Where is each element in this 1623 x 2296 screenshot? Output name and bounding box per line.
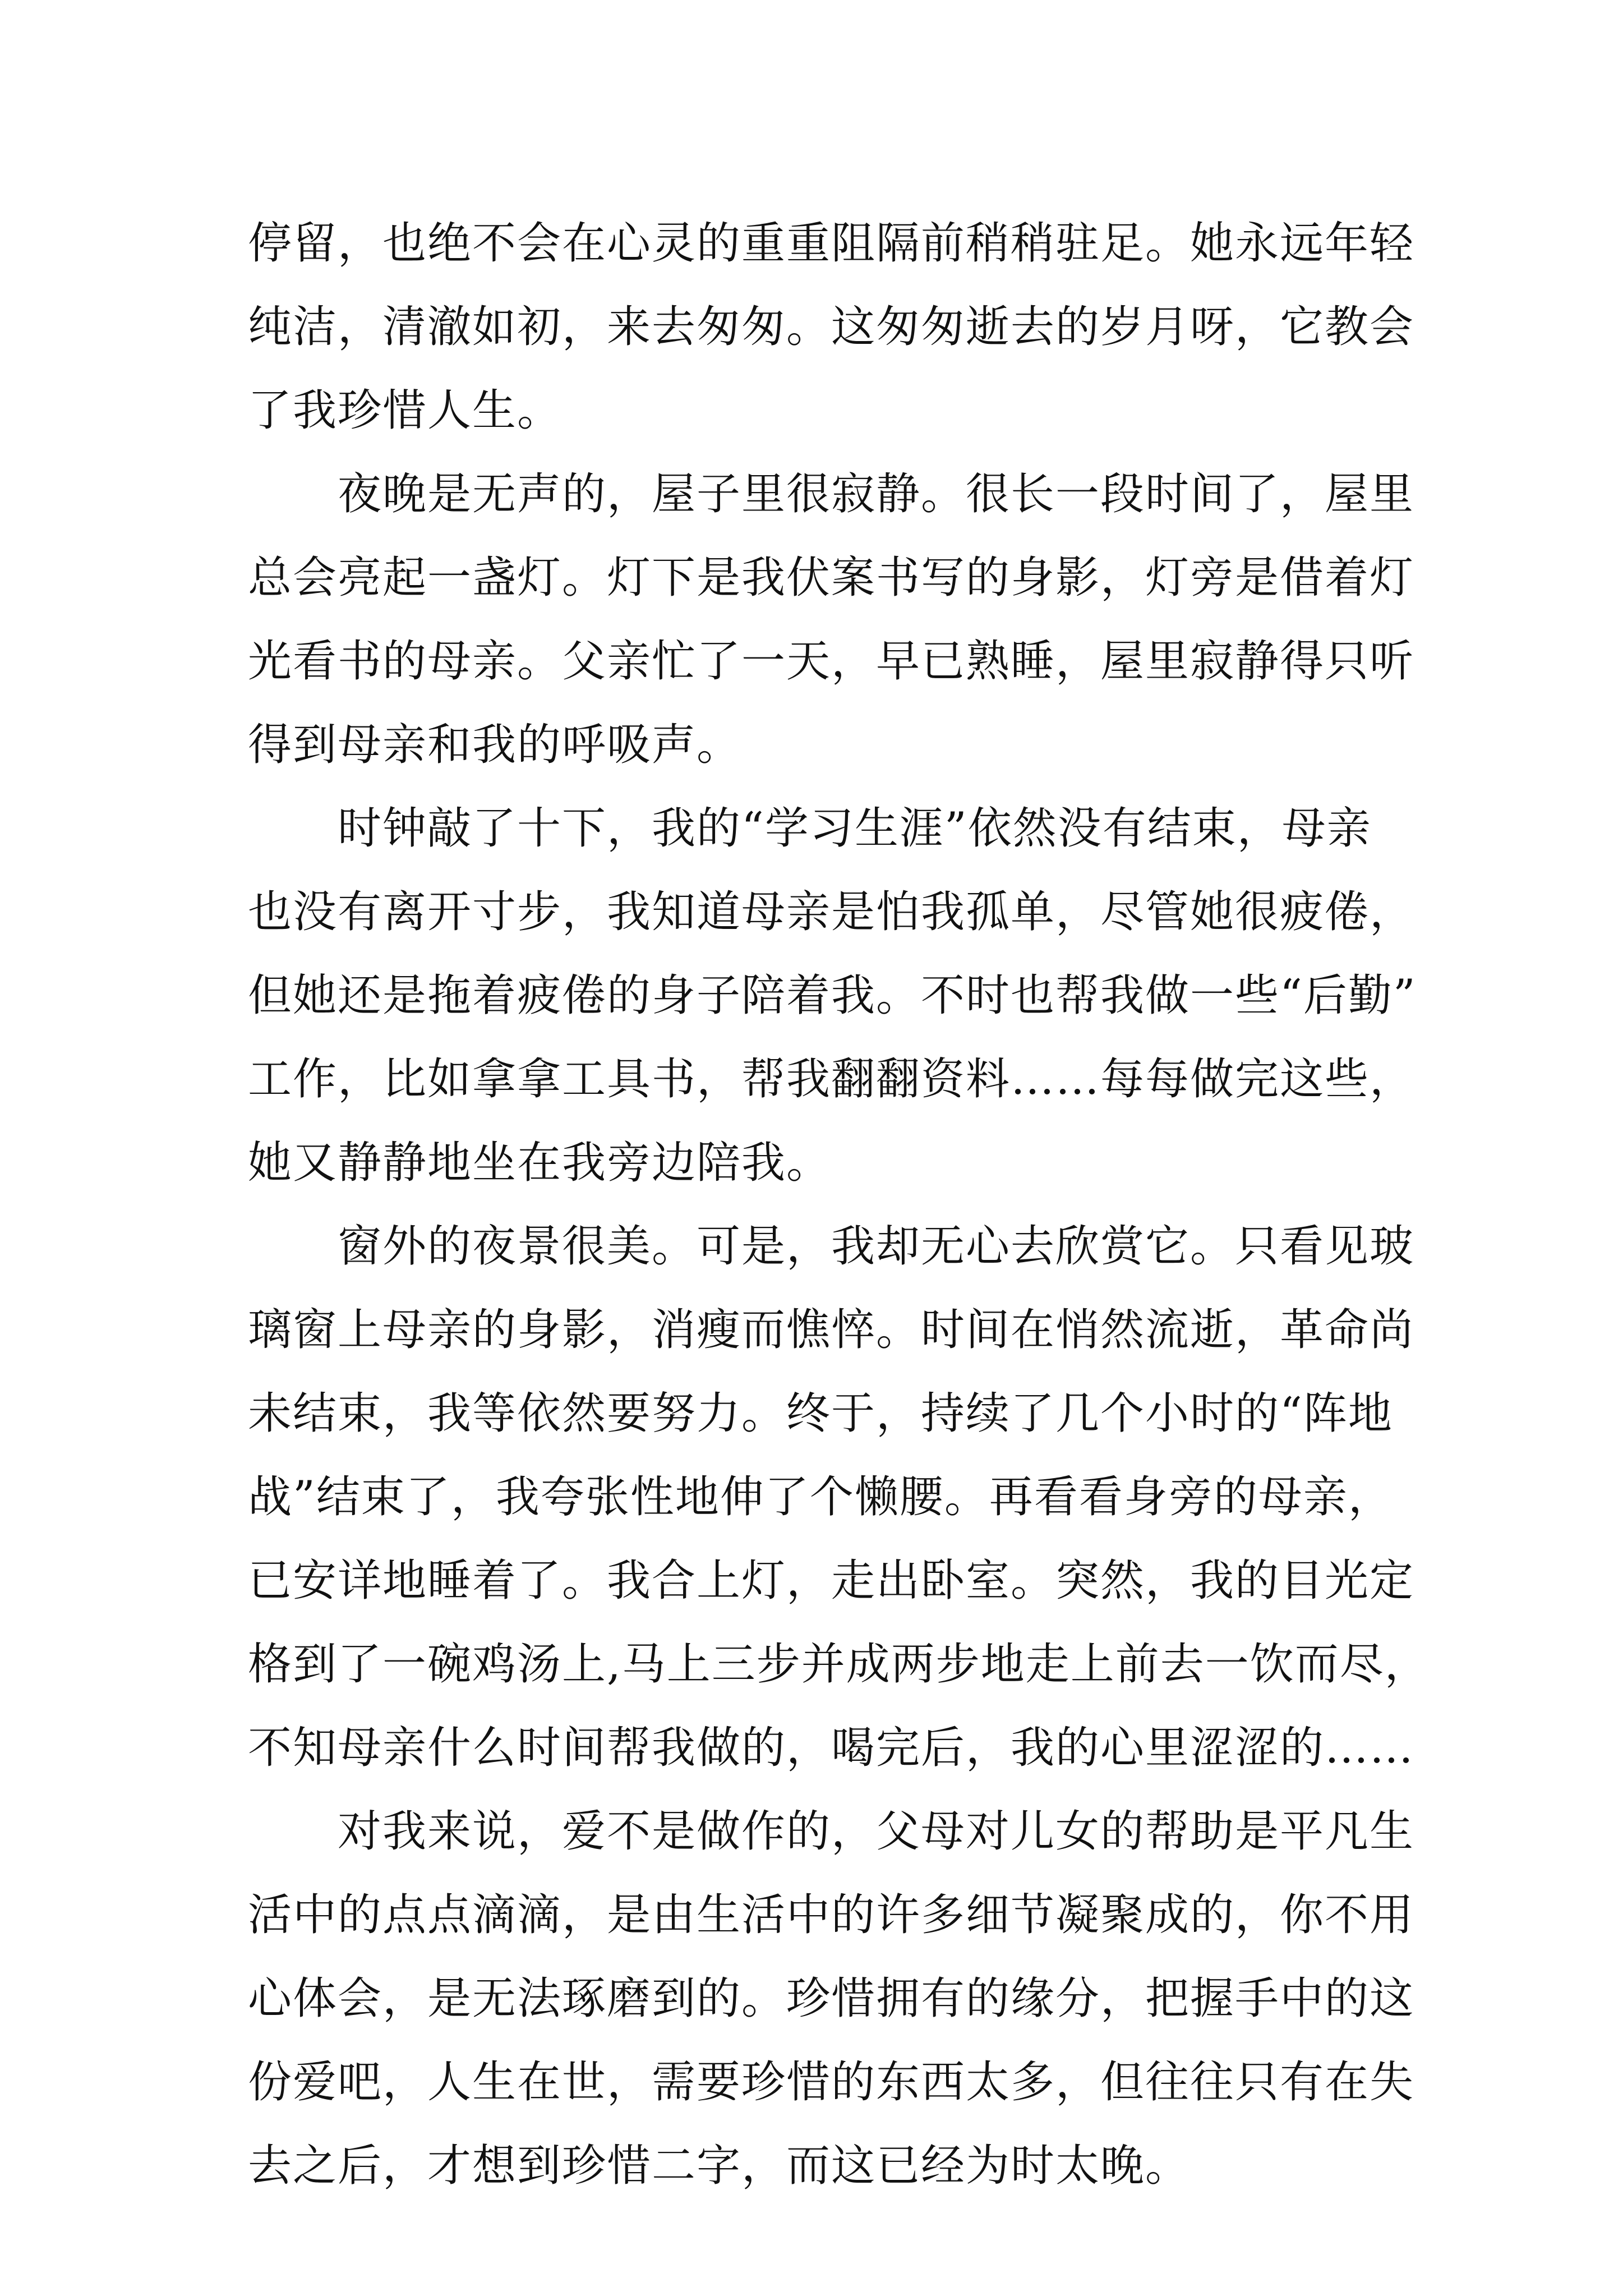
text-line: 格到了一碗鸡汤上,马上三步并成两步地走上前去一饮而尽， — [248, 1639, 1430, 1690]
text-line: 总会亮起一盏灯。灯下是我伏案书写的身影，灯旁是借着灯 — [248, 553, 1415, 603]
text-line: 工作，比如拿拿工具书，帮我翻翻资料……每每做完这些， — [248, 1054, 1415, 1105]
text-line: 份爱吧，人生在世，需要珍惜的东西太多，但往往只有在失 — [248, 2057, 1415, 2108]
text-line: 不知母亲什么时间帮我做的，喝完后，我的心里涩涩的…… — [248, 1723, 1415, 1773]
paragraph — [248, 1205, 1430, 1790]
text-line: 也没有离开寸步，我知道母亲是怕我孤单，尽管她很疲倦， — [248, 887, 1415, 937]
text-line: 得到母亲和我的呼吸声。 — [248, 720, 742, 770]
text-line: 已安详地睡着了。我合上灯，走出卧室。突然，我的目光定 — [248, 1556, 1415, 1606]
text-line: 时钟敲了十下，我的“学习生涯”依然没有结束，母亲 — [338, 803, 1372, 854]
text-line: 了我珍惜人生。 — [248, 385, 562, 436]
paragraph — [248, 202, 1415, 453]
text-line: 窗外的夜景很美。可是，我却无心去欣赏它。只看见玻 — [338, 1221, 1415, 1272]
text-line: 她又静静地坐在我旁边陪我。 — [248, 1138, 832, 1188]
text-line: 战”结束了，我夸张性地伸了个懒腰。再看看身旁的母亲， — [248, 1472, 1393, 1522]
text-line: 心体会，是无法琢磨到的。珍惜拥有的缘分，把握手中的这 — [248, 1973, 1415, 2024]
text-line: 对我来说，爱不是做作的，父母对儿女的帮助是平凡生 — [338, 1806, 1415, 1857]
paragraph — [248, 787, 1417, 1205]
text-line: 未结束，我等依然要努力。终于，持续了几个小时的“阵地 — [248, 1388, 1393, 1439]
body-text — [248, 202, 1430, 2208]
text-line: 但她还是拖着疲倦的身子陪着我。不时也帮我做一些“后勤” — [248, 970, 1417, 1021]
text-line: 璃窗上母亲的身影，消瘦而憔悴。时间在悄然流逝，革命尚 — [248, 1305, 1415, 1355]
text-line: 夜晚是无声的，屋子里很寂静。很长一段时间了，屋里 — [338, 469, 1415, 519]
text-line: 活中的点点滴滴，是由生活中的许多细节凝聚成的，你不用 — [248, 1890, 1415, 1940]
text-line: 去之后，才想到珍惜二字，而这已经为时太晚。 — [248, 2141, 1191, 2191]
paragraph — [248, 1790, 1415, 2208]
text-line: 停留，也绝不会在心灵的重重阻隔前稍稍驻足。她永远年轻 — [248, 218, 1415, 269]
text-line: 光看书的母亲。父亲忙了一天，早已熟睡，屋里寂静得只听 — [248, 636, 1415, 687]
paragraph — [248, 453, 1415, 787]
text-line: 纯洁，清澈如初，来去匆匆。这匆匆逝去的岁月呀，它教会 — [248, 302, 1415, 352]
